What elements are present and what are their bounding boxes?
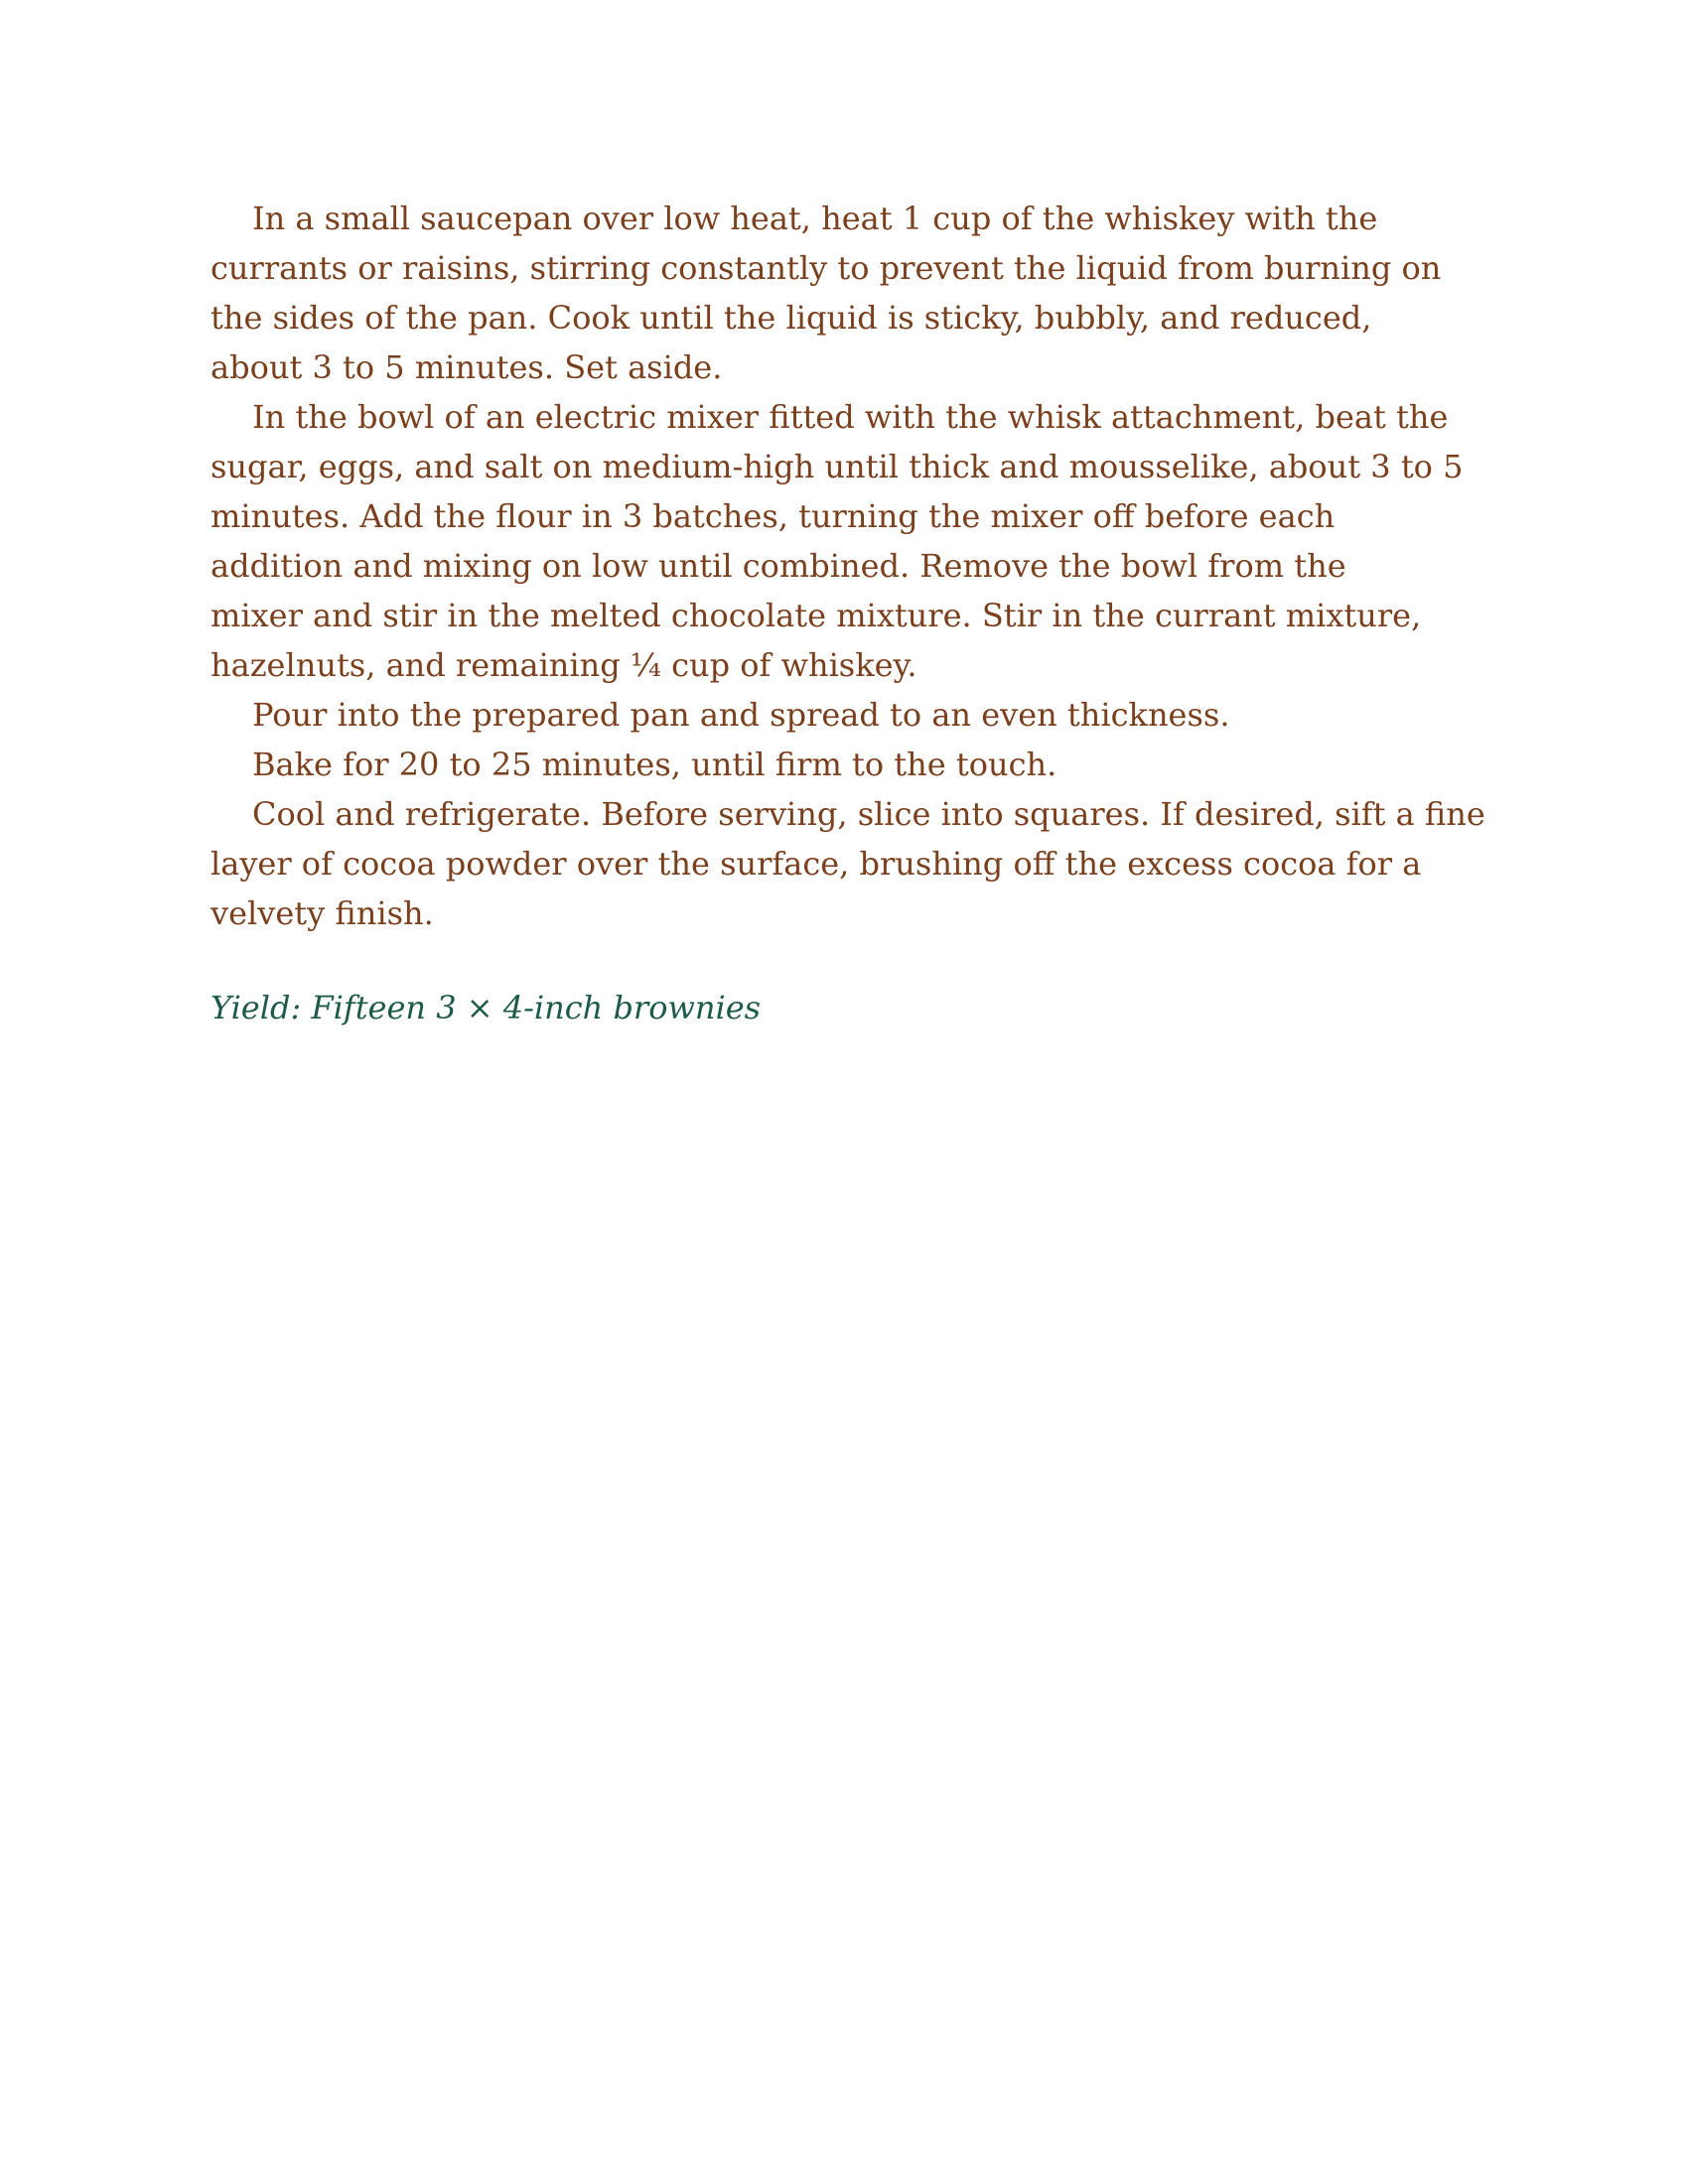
paragraph-1-line-2: currants or raisins, stirring constantly to prevent the liquid from burning on [211,249,1442,287]
paragraph-1-line-4: about 3 to 5 minutes. Set aside. [211,348,723,386]
paragraph-2-line-5: mixer and stir in the melted chocolate mixture. Stir in the currant mixture, [211,597,1422,634]
paragraph-5-line-3: velvety finish. [211,894,434,932]
paragraph-1-line-3: the sides of the pan. Cook until the liquid is sticky, bubbly, and reduced, [211,299,1372,337]
paragraph-2-line-1: In the bowl of an electric mixer fitted with the whisk attachment, beat the [252,398,1449,436]
recipe-yield: Yield: Fifteen 3 × 4-inch brownies [211,989,762,1026]
paragraph-1-line-1: In a small saucepan over low heat, heat 1 cup of the whiskey with the [252,200,1378,237]
paragraph-3-line-1: Pour into the prepared pan and spread to an even thickness. [252,696,1230,734]
recipe-instructions [211,194,1501,938]
paragraph-4-line-1: Bake for 20 to 25 minutes, until firm to the touch. [252,746,1057,783]
paragraph-5-line-1: Cool and refrigerate. Before serving, slice into squares. If desired, sift a fine [252,795,1485,833]
paragraph-2-line-6: hazelnuts, and remaining ¼ cup of whiskey. [211,646,917,684]
paragraph-2-line-4: addition and mixing on low until combined. Remove the bowl from the [211,547,1346,585]
paragraph-5-line-2: layer of cocoa powder over the surface, brushing off the excess cocoa for a [211,845,1422,883]
paragraph-2-line-2: sugar, eggs, and salt on medium-high until thick and mousselike, about 3 to 5 [211,448,1464,485]
paragraph-2-line-3: minutes. Add the flour in 3 batches, turning the mixer off before each [211,497,1336,535]
